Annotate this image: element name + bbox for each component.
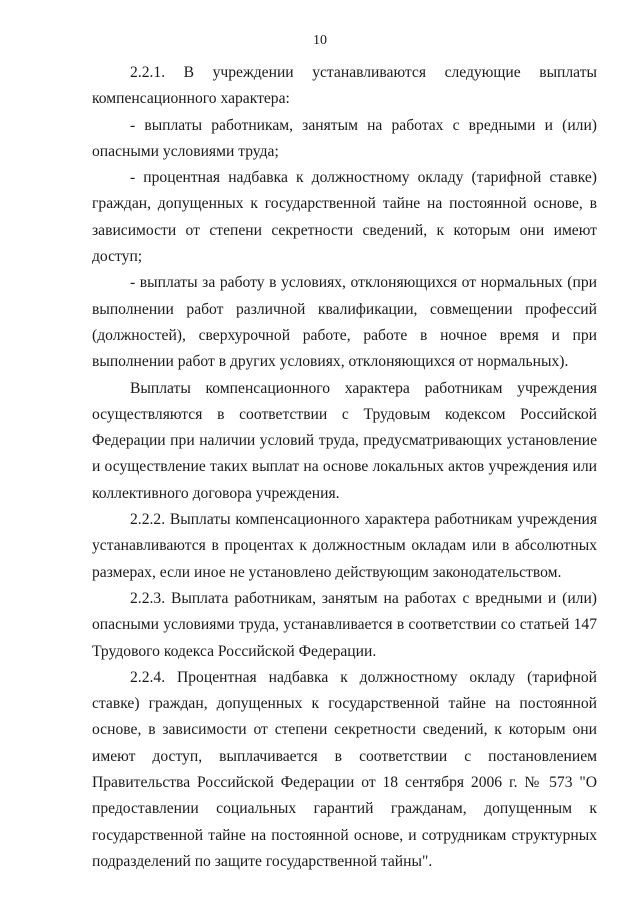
list-item-state-secret-allowance: - процентная надбавка к должностному окладу (тарифной ставке) граждан, допущенных к государственной тайне на постоянной основе, в зависимости от степени секретности сведений, к которым они имеют доступ; [92, 169, 597, 266]
page-number: 10 [313, 33, 327, 48]
paragraph-2-2-3: 2.2.3. Выплата работникам, занятым на работах с вредными и (или) опасными условиями труда, устанавливается в соответствии со статьей 147 Трудового кодекса Российской Федерации. [92, 589, 597, 660]
paragraph-2-2-1: 2.2.1. В учреждении устанавливаются следующие выплаты компенсационного характера: [92, 64, 597, 108]
document-body [92, 60, 597, 875]
list-item-abnormal-conditions-payments: - выплаты за работу в условиях, отклоняющихся от нормальных (при выполнении работ различной квалификации, совмещении профессий (должностей), сверхурочной работе, работе в ночное время и при выполнении работ в других условиях, отклоняющихся от нормальных). [92, 274, 597, 371]
paragraph-compensation-basis: Выплаты компенсационного характера работникам учреждения осуществляются в соответствии с Трудовым кодексом Российской Федерации при наличии условий труда, предусматривающих установление и осуществление таких выплат на основе локальных актов учреждения или коллективного договора учреждения. [92, 379, 597, 502]
list-item-hazardous-work-payments: - выплаты работникам, занятым на работах с вредными и (или) опасными условиями труда; [92, 116, 597, 160]
paragraph-2-2-4: 2.2.4. Процентная надбавка к должностному окладу (тарифной ставке) граждан, допущенных к государственной тайне на постоянной основе, в зависимости от степени секретности сведений, к которым они имеют доступ, выплачивается в соответствии с постановлением Правительства Российской Федерации от 18 сентября 2006 г. № 573 "О предоставлении социальных гарантий гражданам, допущенным к государственной тайне на постоянной основе, и сотрудникам структурных подразделений по защите государственной тайны". [92, 668, 597, 870]
paragraph-2-2-2: 2.2.2. Выплаты компенсационного характера работникам учреждения устанавливаются в процентах к должностным окладам или в абсолютных размерах, если иное не установлено действующим законодательством. [92, 511, 597, 581]
